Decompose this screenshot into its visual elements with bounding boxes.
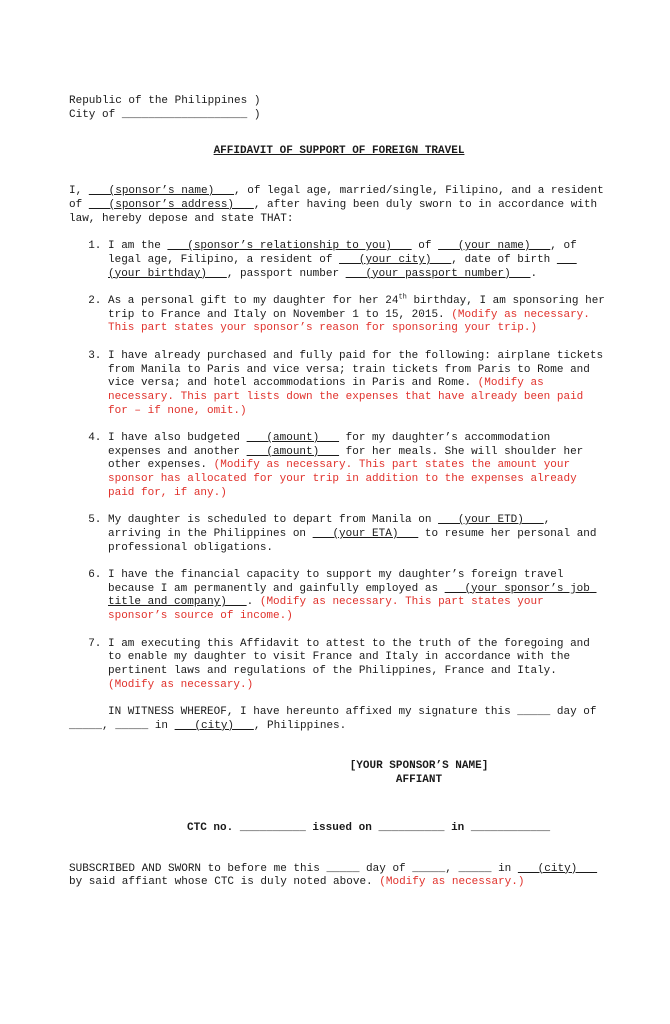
birthday-field: (your birthday) [108,253,577,280]
relationship-field: (sponsor’s relationship to you) [167,240,412,253]
item1-text-c: , of legal age, Filipino, a resident of [108,240,577,266]
city-blank: ___________________ [121,108,248,121]
item3-text-a: I have already purchased and fully paid for the following: airplane tickets from Manila to Paris and vice versa; train tickets from Paris to Rome and vice versa; and hotel accommodations in Paris and Rome. [108,349,604,390]
item7-text-a: I am executing this Affidavit to attest to the truth of the foregoing and to enable my daughter to visit France and Italy in accordance with the pertinent laws and regulations of the Philippines, France and Italy. [108,637,590,677]
item1-text-a: I am the [108,240,168,253]
modify-note: (Modify as necessary.) [379,876,525,889]
your-name-field: (your name) [438,240,551,253]
witness-text-a: IN WITNESS WHEREOF, I have hereunto affixed my signature this _____ day of _____, _____ in [69,706,597,732]
list-item [108,569,609,624]
sponsor-name-placeholder: [YOUR SPONSOR’S NAME] [349,760,489,773]
list-item [108,350,609,419]
city-label: City of [69,108,122,121]
item1-text-d: , date of birth [451,253,557,266]
witness-city-field: (city) [174,719,254,732]
your-city-field: (your city) [339,253,452,266]
item2-text-a: As a personal gift to my daughter for her 24 [108,295,399,308]
statement-list [69,240,609,692]
item5-text-b: , arriving in the Philippines on [108,514,551,540]
eta-field: (your ETA) [312,527,419,540]
item1-text-e: , passport number [226,267,346,280]
ordinal-suffix: th [398,293,407,302]
list-item [108,514,609,555]
affiant-label: AFFIANT [395,774,443,787]
modify-note: (Modify as necessary. This part states the amount your sponsor has allocated for your trip in addition to the expenses already paid for, if any.) [108,459,577,499]
item6-text-b: . [246,596,254,609]
modify-note: (Modify as necessary. This part lists down the expenses that have already been paid for – if none, omit.) [108,377,584,417]
signature-block [69,760,609,787]
ctc-line [69,822,609,836]
witness-text-b: , Philippines. [253,719,347,732]
sworn-city-field: (city) [517,862,598,875]
etd-field: (your ETD) [438,514,544,527]
item1-text-f: . [530,267,538,280]
intro-text-3: , after having been duly sworn to in accordance with law, hereby depose and state THAT: [69,198,598,225]
ctc-no-blank: __________ [239,821,306,834]
city-line [69,109,609,123]
list-item [108,638,609,693]
witness-paragraph [69,706,609,733]
item4-text-c: for her meals. She will shoulder her other expenses. [108,445,584,472]
amount-field-2: (amount) [246,445,340,458]
item1-text-b: of [411,240,439,253]
item4-text-b: for my daughter’s accommodation expenses and another [108,432,551,458]
sponsor-address-field: (sponsor’s address) [88,198,254,211]
affidavit-document [69,95,609,890]
republic-line: Republic of the Philippines ) [69,95,261,107]
item5-text-a: My daughter is scheduled to depart from Manila on [108,514,439,527]
modify-note: (Modify as necessary. This part states your sponsor’s source of income.) [108,596,544,623]
city-suffix: ) [247,108,261,121]
item6-text-a: I have the financial capacity to support my daughter’s foreign travel because I am permanently and gainfully employed as [108,569,564,595]
issued-in-label: in [444,821,471,834]
passport-number-field: (your passport number) [345,267,531,280]
amount-field-1: (amount) [246,432,340,445]
issued-on-blank: __________ [378,821,445,834]
list-item [108,240,609,281]
intro-paragraph [69,185,609,226]
item4-text-a: I have also budgeted [108,432,247,445]
item5-text-c: to resume her personal and professional obligations. [108,527,597,554]
intro-text-1: I, [69,185,89,198]
ctc-no-label: CTC no. [187,821,240,834]
jurat-paragraph [69,863,609,890]
intro-text-2: , of legal age, married/single, Filipino, and a resident of [69,185,604,211]
list-item [108,432,609,501]
modify-note: (Modify as necessary.) [108,678,254,691]
list-item [108,295,609,336]
issued-on-label: issued on [305,821,379,834]
job-title-field: (your sponsor’s job title and company) [108,582,597,609]
jurisdiction-header [69,95,609,122]
sponsor-name-field: (sponsor’s name) [88,185,235,198]
issued-in-blank: ____________ [470,821,551,834]
sworn-text-a: SUBSCRIBED AND SWORN to before me this _____ day of _____, _____ in [69,862,518,875]
sworn-text-b: by said affiant whose CTC is duly noted above. [69,876,373,889]
item2-text-b: birthday, I am sponsoring her trip to France and Italy on November 1 to 15, 2015. [108,295,605,321]
modify-note: (Modify as necessary. This part states your sponsor’s reason for sponsoring your trip.) [108,308,590,335]
document-title: AFFIDAVIT OF SUPPORT OF FOREIGN TRAVEL [213,145,465,158]
